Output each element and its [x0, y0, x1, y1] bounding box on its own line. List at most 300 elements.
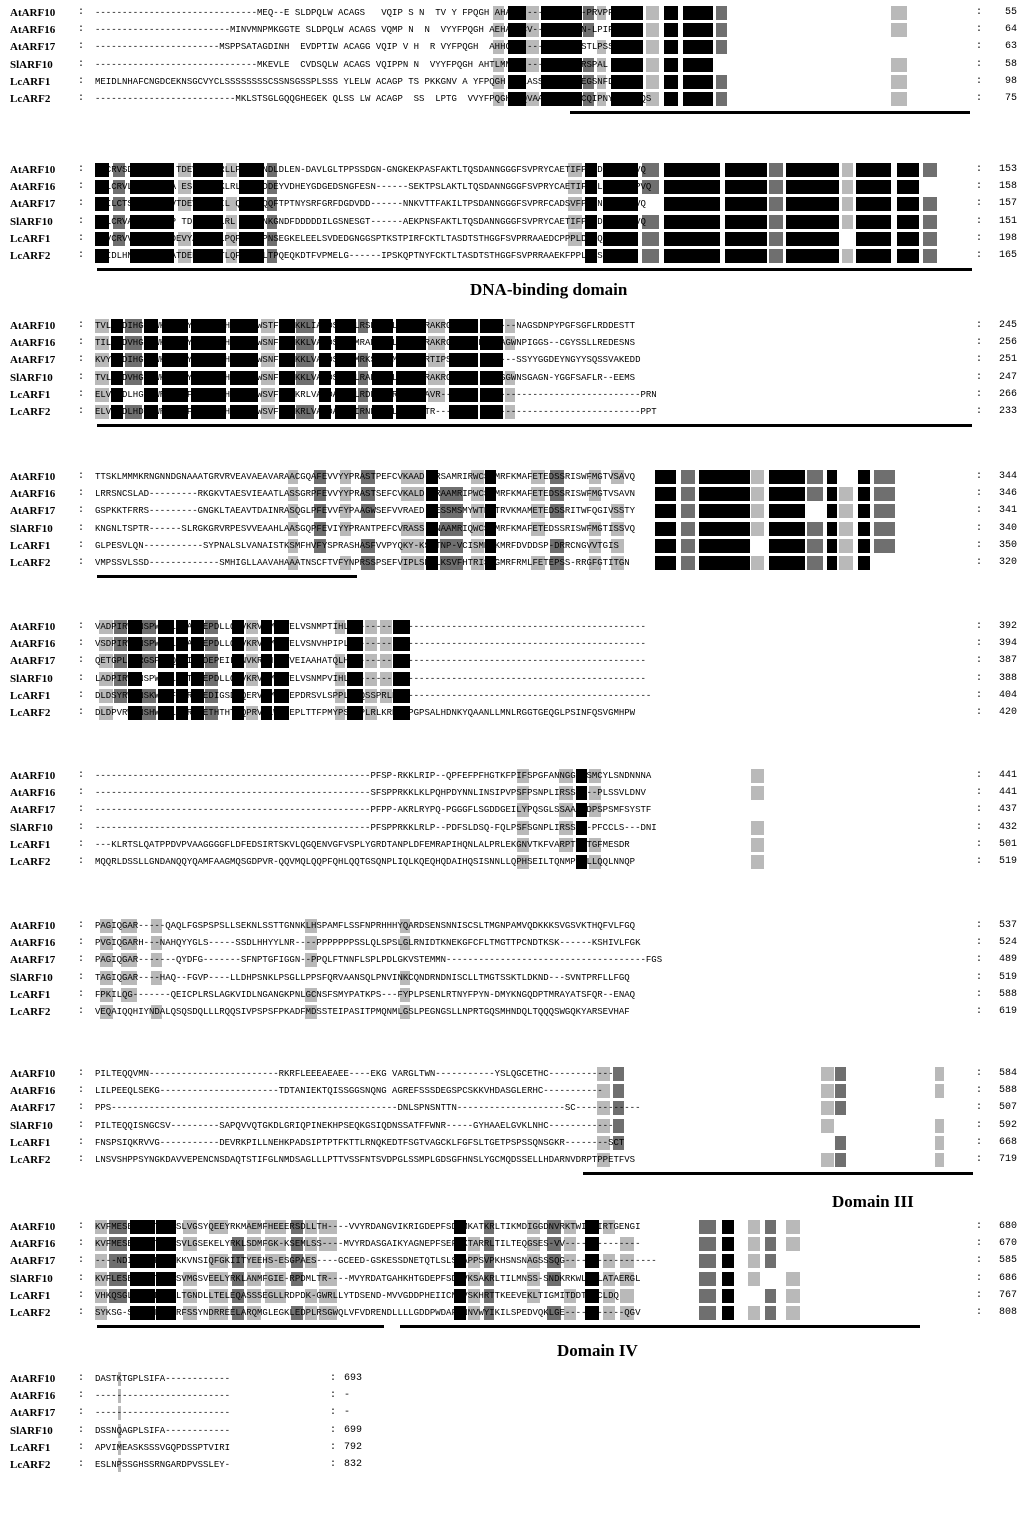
- sequence-name: SlARF10: [10, 1272, 53, 1285]
- conservation-shading: [683, 92, 713, 106]
- residue-text: TILAKDVHGDVWKFRHIYRGTPRRHLLTTGWSNFVNQKKLVAGDSIVFMRAENGDLCVGIRRAKRGGIGNGPEYSAGWNPIGGS--CGYSSLLREDESNS: [95, 338, 641, 349]
- conservation-shading: [646, 40, 658, 54]
- sequence-row: [0, 469, 1024, 485]
- residue-count: 719: [998, 1154, 1017, 1165]
- sequence-residues: [95, 162, 970, 178]
- conservation-shading: [699, 522, 750, 536]
- conservation-shading: [751, 504, 763, 518]
- conservation-shading: [611, 58, 643, 72]
- separator: :: [78, 164, 85, 175]
- conservation-shading: [681, 470, 695, 484]
- separator: :: [78, 215, 85, 227]
- alignment-block: [0, 162, 1024, 312]
- conservation-shading: [664, 215, 720, 229]
- separator: :: [976, 164, 983, 175]
- residue-text: -------------------------MINVMNPMKGGTE SLDPQLW ACAGS VQMP N N VYYFPQGH AEHAYDCV------DFGN-LPIPPM: [95, 25, 630, 36]
- separator: :: [78, 638, 85, 650]
- sequence-residues: [95, 179, 970, 195]
- residue-count: 584: [998, 1068, 1017, 1079]
- conservation-shading: [655, 504, 676, 518]
- sequence-row: [0, 91, 1024, 107]
- conservation-shading: [699, 1272, 717, 1286]
- separator: :: [976, 672, 983, 684]
- separator: :: [976, 93, 983, 104]
- conservation-shading: [613, 1084, 624, 1098]
- residue-text: KVFMESEDVGRTLDLSVLGSEKELYRKLSDMFGK-KSEMLSS----MVYRDASGAIKYAGNEPFSEFLKTARRLTILTEQGSES-VV--------------: [95, 1239, 646, 1250]
- separator: :: [976, 215, 983, 227]
- sequence-name: AtARF10: [10, 164, 56, 176]
- residue-text: -------------------------: [95, 1391, 236, 1402]
- sequence-row: [0, 1083, 1024, 1099]
- conservation-shading: [748, 1220, 760, 1234]
- alignment-block: [0, 1219, 1024, 1369]
- separator: :: [78, 505, 85, 517]
- sequence-row: [0, 196, 1024, 212]
- conservation-shading: [664, 23, 678, 37]
- separator: :: [330, 1373, 337, 1384]
- conservation-shading: [839, 504, 853, 518]
- conservation-shading: [722, 1254, 734, 1268]
- separator: :: [78, 821, 85, 833]
- conservation-shading: [722, 1220, 734, 1234]
- sequence-residues: [95, 318, 970, 334]
- residue-count: 256: [998, 337, 1017, 349]
- sequence-name: SlARF10: [10, 971, 53, 984]
- residue-text: PILTEQQVMN------------------------RKRFLEEEAEAEE----EKG VARGLTWN-----------YSLQGCETHC------------: [95, 1069, 619, 1079]
- sequence-residues: [95, 837, 970, 853]
- conservation-shading: [725, 180, 767, 194]
- residue-text: LRRSNCSLAD---------RKGKVTAESVIEAATLASSGRPFEVVYYPRASTSEFCVKALD-ARAAMRIPWCSGMRFKMAFETEDSSRISWFMGTVSAVN: [95, 489, 641, 500]
- residue-text: APVIMEASKSSSVGQPDSSPTVIRI: [95, 1442, 236, 1453]
- domain-underline: [97, 268, 972, 271]
- residue-count: 437: [998, 804, 1017, 816]
- sequence-name: LcARF1: [10, 838, 51, 851]
- sequence-row: [0, 179, 1024, 195]
- sequence-row: [0, 768, 1024, 784]
- sequence-name: AtARF17: [10, 198, 56, 211]
- conservation-shading: [751, 821, 763, 835]
- residue-text: MQQRLDSSLLGNDANQQYQAMFAAGMQSGDPVR-QQVMQLQQPFQHLQQTGSQNPLIQLKQEQHQDAIHQSISNNLLQPHSEILTQNMPRHLLQQLNNQP: [95, 857, 641, 867]
- conservation-shading: [935, 1067, 944, 1081]
- conservation-shading: [646, 6, 658, 20]
- separator: :: [976, 1102, 983, 1114]
- residue-count: 394: [998, 638, 1017, 650]
- sequence-residues: [95, 1236, 970, 1252]
- conservation-shading: [751, 855, 763, 869]
- residue-count: 55: [1004, 7, 1017, 18]
- conservation-shading: [664, 75, 678, 89]
- conservation-shading: [751, 487, 763, 501]
- separator: :: [976, 320, 983, 331]
- conservation-shading: [786, 249, 839, 263]
- residue-count: 699: [344, 1424, 363, 1436]
- separator: :: [78, 232, 85, 244]
- sequence-row: [0, 248, 1024, 264]
- residue-text: ---------------------------------------------------PFSPPRKKLRLP--PDFSLDSQ-FQLPSFSGNPLIRSSS--PFCCLS---DNI: [95, 822, 663, 833]
- sequence-name: AtARF16: [10, 787, 56, 800]
- sequence-residues: [95, 538, 970, 554]
- separator: :: [976, 707, 983, 718]
- sequence-residues: [95, 653, 970, 669]
- sequence-residues: [95, 370, 970, 386]
- sequence-name: LcARF1: [10, 539, 51, 552]
- conservation-shading: [807, 556, 823, 570]
- sequence-name: AtARF16: [10, 181, 56, 194]
- separator: :: [976, 856, 983, 867]
- domain-underline: [97, 424, 972, 427]
- conservation-shading: [664, 58, 678, 72]
- separator: :: [78, 371, 85, 383]
- conservation-shading: [751, 786, 763, 800]
- conservation-shading: [835, 1101, 846, 1115]
- sequence-name: AtARF16: [10, 337, 56, 350]
- separator: :: [78, 1068, 85, 1079]
- sequence-row: [0, 74, 1024, 90]
- separator: :: [78, 1373, 85, 1384]
- separator: :: [78, 488, 85, 500]
- conservation-shading: [769, 232, 783, 246]
- sequence-residues: [95, 22, 970, 38]
- conservation-shading: [835, 1067, 846, 1081]
- conservation-shading: [807, 539, 823, 553]
- conservation-shading: [664, 180, 720, 194]
- domain-underline: [400, 1325, 920, 1328]
- conservation-shading: [858, 487, 870, 501]
- separator: :: [976, 1085, 983, 1097]
- sequence-row: [0, 619, 1024, 635]
- conservation-shading: [664, 92, 678, 106]
- residue-text: DLDPVRWPNSHWRSLKVRWDETHTHTRQPRVSLWEIEPLTTFPMYPSLFPLRLKRPWHPGPSALHDNKYQAANLLMNLRGGTGEQGLPSINFQSVGMHPW: [95, 708, 641, 718]
- conservation-shading: [769, 556, 806, 570]
- sequence-name: SlARF10: [10, 1424, 53, 1437]
- conservation-shading: [664, 197, 720, 211]
- conservation-shading: [856, 197, 891, 211]
- residue-count: 233: [998, 406, 1017, 417]
- sequence-name: AtARF17: [10, 354, 56, 367]
- sequence-row: [0, 335, 1024, 351]
- residue-text: FNSPSIQKRVVG-----------DEVRKPILLNEHKPADSIPTPTFKTTLRNQKEDTFSGTVAGCKLFGFSLTGETPSPSSQNSGKR--------SCT: [95, 1137, 630, 1148]
- residue-count: 387: [998, 655, 1017, 667]
- conservation-shading: [935, 1084, 944, 1098]
- separator: :: [78, 539, 85, 551]
- conservation-shading: [769, 249, 783, 263]
- separator: :: [78, 971, 85, 983]
- separator: :: [78, 354, 85, 366]
- sequence-residues: [95, 1152, 970, 1168]
- conservation-shading: [821, 1119, 833, 1133]
- sequence-name: LcARF1: [10, 689, 51, 702]
- conservation-shading: [807, 470, 823, 484]
- residue-text: ESLNPSSGHSSRNGARDPVSSLEY-: [95, 1460, 236, 1470]
- separator: :: [78, 388, 85, 400]
- sequence-name: AtARF16: [10, 24, 56, 37]
- residue-count: 592: [998, 1119, 1017, 1131]
- residue-count: 251: [998, 354, 1017, 366]
- separator: :: [330, 1407, 337, 1419]
- sequence-row: [0, 1457, 1024, 1473]
- sequence-row: [0, 503, 1024, 519]
- conservation-shading: [748, 1306, 760, 1320]
- residue-text: TVLAKDIHGETWKFRHIYRGTPRRHLLTTGWSTFVNQKKLIAGDSIVFLRSESGDLCVGIRRAKRGGLGS--------NAGSDNPYPGFSGFLRDDESTT: [95, 321, 641, 331]
- conservation-shading: [821, 1084, 833, 1098]
- sequence-name: LcARF1: [10, 1441, 51, 1454]
- residue-text: FLVCRVVQLLAKN DEVYAQVTLLPQPELVGPNSEGKELEELSVDEDGNGGSPTKSTPIRFCKTLTASDTSTHGGFSVPRRAAEDCPPPLDYKQQRP Q: [95, 233, 636, 244]
- separator: :: [976, 181, 983, 193]
- conservation-shading: [683, 40, 713, 54]
- residue-count: 266: [998, 388, 1017, 400]
- sequence-residues: [95, 802, 970, 818]
- residue-count: 792: [344, 1441, 363, 1453]
- conservation-shading: [681, 556, 695, 570]
- sequence-row: [0, 935, 1024, 951]
- separator: :: [976, 971, 983, 983]
- alignment-block: [0, 318, 1024, 468]
- conservation-shading: [751, 556, 763, 570]
- sequence-residues: [95, 1118, 970, 1134]
- separator: :: [976, 1272, 983, 1284]
- conservation-shading: [725, 232, 767, 246]
- separator: :: [78, 41, 85, 53]
- residue-text: ELVAKDLHGNEWRFRHIFRGQPRRHLLTTGWSVFVSSKRLVAGDAVLFLRDNGELRLGIRRAVR-------------------------------------PRN: [95, 389, 663, 400]
- sequence-residues: [95, 57, 970, 73]
- separator: :: [976, 522, 983, 534]
- conservation-shading: [786, 1289, 800, 1303]
- sequence-residues: [95, 1457, 335, 1473]
- sequence-name: SlARF10: [10, 1119, 53, 1132]
- sequence-row: [0, 970, 1024, 986]
- sequence-name: AtARF10: [10, 471, 56, 483]
- conservation-shading: [699, 539, 750, 553]
- alignment-block: [0, 1066, 1024, 1216]
- separator: :: [976, 838, 983, 850]
- separator: :: [976, 804, 983, 816]
- sequence-row: [0, 5, 1024, 21]
- residue-count: 668: [998, 1136, 1017, 1148]
- separator: :: [976, 787, 983, 799]
- residue-text: PAGIQGAR-------QYDFG-------SFNPTGFIGGN--PPQLFTNNFLSPLPDLGKVSTEMMN-------------------------------------FGS: [95, 955, 668, 966]
- conservation-shading: [839, 556, 853, 570]
- alignment-block: [0, 1371, 1024, 1521]
- residue-count: 420: [998, 707, 1017, 718]
- sequence-name: AtARF10: [10, 770, 56, 782]
- sequence-residues: [95, 987, 970, 1003]
- sequence-residues: [95, 5, 970, 21]
- conservation-shading: [842, 163, 853, 177]
- conservation-shading: [835, 1153, 846, 1167]
- sequence-row: [0, 918, 1024, 934]
- conservation-shading: [646, 58, 658, 72]
- separator: :: [78, 1136, 85, 1148]
- separator: :: [78, 1289, 85, 1301]
- residue-text: VEQAIQQHIYNDALQSQSDQLLLRQQSIVPSPSFPKADFMDSSTEIPASITPMQNMLGSLPEGNGSLLNPRTGQSMHNDQLTQQQSWGQKYARSEVHAF: [95, 1007, 636, 1017]
- domain-underline: [583, 1172, 973, 1175]
- residue-text: VSDPIRWPNSPWRLLQVAWDEPDLLQNVKRVNPWLVELVSNVHPIPLT------------------------------------------------------: [95, 639, 652, 650]
- sequence-row: [0, 854, 1024, 870]
- sequence-name: LcARF2: [10, 250, 51, 262]
- residue-count: 404: [998, 689, 1017, 701]
- separator: :: [976, 954, 983, 966]
- residue-count: 489: [998, 954, 1017, 966]
- sequence-name: AtARF16: [10, 1085, 56, 1098]
- sequence-name: SlARF10: [10, 371, 53, 384]
- conservation-shading: [642, 249, 660, 263]
- sequence-name: LcARF2: [10, 1307, 51, 1319]
- sequence-name: SlARF10: [10, 522, 53, 535]
- conservation-shading: [891, 23, 907, 37]
- sequence-residues: [95, 935, 970, 951]
- sequence-residues: [95, 688, 970, 704]
- conservation-shading: [827, 556, 838, 570]
- separator: :: [78, 1441, 85, 1453]
- residue-count: 75: [1004, 93, 1017, 104]
- sequence-row: [0, 802, 1024, 818]
- sequence-residues: [95, 1288, 970, 1304]
- conservation-shading: [842, 215, 853, 229]
- sequence-residues: [95, 1135, 970, 1151]
- conservation-shading: [827, 522, 838, 536]
- conservation-shading: [699, 1220, 717, 1234]
- conservation-shading: [725, 249, 767, 263]
- residue-count: 432: [998, 821, 1017, 833]
- residue-text: KNGNLTSPTR------SLRGKGRVRPESVVEAAHLAASGQPFEVIYYPRANTPEFCVRASS-VNAAMRIQWCSGMRFKMAFETEDSSRISWFMGTISSVQ: [95, 523, 641, 534]
- separator: :: [78, 1407, 85, 1419]
- separator: :: [330, 1441, 337, 1453]
- conservation-shading: [716, 75, 727, 89]
- conservation-shading: [699, 470, 750, 484]
- separator: :: [78, 58, 85, 70]
- conservation-shading: [765, 1254, 776, 1268]
- sequence-name: LcARF2: [10, 707, 51, 719]
- sequence-name: AtARF17: [10, 954, 56, 967]
- separator: :: [976, 1006, 983, 1017]
- separator: :: [78, 689, 85, 701]
- conservation-shading: [786, 1272, 800, 1286]
- residue-text: I IDLHNVTMHADVATDEMYAQMTLQP----LTPQEQKDTFVPMELG------IPSKQPTNYFCKTLTASDTSTHGGFSVPRRAAEKFPPLDYSQQPPAQ: [95, 251, 641, 261]
- separator: :: [78, 655, 85, 667]
- conservation-shading: [935, 1136, 944, 1150]
- conservation-shading: [858, 556, 870, 570]
- separator: :: [78, 522, 85, 534]
- sequence-row: [0, 1100, 1024, 1116]
- separator: :: [78, 1102, 85, 1114]
- sequence-name: LcARF2: [10, 1459, 51, 1471]
- separator: :: [976, 539, 983, 551]
- residue-count: 392: [998, 621, 1017, 632]
- separator: :: [330, 1390, 337, 1402]
- separator: :: [976, 232, 983, 244]
- sequence-row: [0, 521, 1024, 537]
- separator: :: [78, 406, 85, 417]
- conservation-shading: [769, 215, 783, 229]
- conservation-shading: [769, 522, 806, 536]
- sequence-name: AtARF17: [10, 1102, 56, 1115]
- residue-text: KVFMESEDVGRTLDLSLVGSYQEEYRKMAEMFHEEERSDLLTH----VVYRDANGVIKRIGDEPFSDFMKATKRLTIKMDIGGDNVRKTWITGIRTGENGI: [95, 1222, 646, 1232]
- sequence-row: [0, 785, 1024, 801]
- separator: :: [976, 250, 983, 261]
- separator: :: [78, 1390, 85, 1402]
- residue-count: 519: [998, 971, 1017, 983]
- separator: :: [78, 320, 85, 331]
- sequence-residues: [95, 1305, 970, 1321]
- separator: :: [330, 1459, 337, 1470]
- sequence-residues: [95, 636, 970, 652]
- sequence-row: [0, 404, 1024, 420]
- conservation-shading: [874, 504, 895, 518]
- sequence-residues: [95, 970, 970, 986]
- separator: :: [976, 24, 983, 36]
- conservation-shading: [842, 249, 853, 263]
- sequence-name: SlARF10: [10, 58, 53, 71]
- residue-text: KVFLESEDVGRTLDLSVMGSVEELYRKLANMFGIE-RPDMLTR----MVYRDATGAHKHTGDEPFSDFVKSAKRLTILMNSS-SNDKRKWLTGLATAERGL: [95, 1273, 646, 1284]
- sequence-residues: [95, 671, 970, 687]
- residue-count: 767: [998, 1289, 1017, 1301]
- sequence-row: [0, 705, 1024, 721]
- conservation-shading: [891, 75, 907, 89]
- separator: :: [976, 1289, 983, 1301]
- sequence-row: [0, 987, 1024, 1003]
- sequence-residues: [95, 248, 970, 264]
- domain-label: Domain III: [832, 1192, 914, 1211]
- residue-count: 58: [1004, 58, 1017, 70]
- separator: :: [78, 856, 85, 867]
- separator: :: [78, 770, 85, 781]
- sequence-name: LcARF2: [10, 406, 51, 418]
- separator: :: [976, 770, 983, 781]
- conservation-shading: [769, 197, 783, 211]
- sequence-name: AtARF16: [10, 488, 56, 501]
- conservation-shading: [751, 769, 763, 783]
- residue-count: 686: [998, 1272, 1017, 1284]
- separator: :: [976, 371, 983, 383]
- conservation-shading: [716, 23, 727, 37]
- conservation-shading: [897, 249, 920, 263]
- sequence-row: [0, 555, 1024, 571]
- separator: :: [976, 1136, 983, 1148]
- separator: :: [78, 804, 85, 816]
- separator: :: [78, 988, 85, 1000]
- conservation-shading: [923, 232, 937, 246]
- conservation-shading: [856, 215, 891, 229]
- conservation-shading: [722, 1306, 734, 1320]
- residue-count: 198: [998, 232, 1017, 244]
- separator: :: [976, 1154, 983, 1165]
- sequence-residues: [95, 705, 970, 721]
- conservation-shading: [786, 180, 839, 194]
- separator: :: [78, 93, 85, 104]
- conservation-shading: [725, 215, 767, 229]
- residue-text: ---KLRTSLQATPPDVPVAAGGGGFLDFEDSIRTSKVLQGQENVGFVSPLYGRDTANPLDFEMRAPIHQNLALPRLEKGNVTKFVARPTTYTGFMESDR: [95, 839, 636, 850]
- conservation-shading: [765, 1237, 776, 1251]
- separator: :: [976, 1255, 983, 1267]
- residue-text: TAGIQGAR----HAQ--FGVP----LLDHPSNKLPSGLLPPSFQRVAANSQLPNVINKCQNDRNDNISCLLTMGTSSKTLDKND---SVNTPRFLLFGQ: [95, 972, 636, 983]
- residue-text: LILPEEQLSEKG----------------------TDTANIEKTQISSGGSNQNG AGREFSSSDEGSPCSKKVHDASGLERHC-----------: [95, 1086, 609, 1097]
- sequence-row: [0, 1388, 1024, 1404]
- conservation-shading: [856, 232, 891, 246]
- conservation-shading: [751, 522, 763, 536]
- residue-text: LNSVSHPPSYNGKDAVVEPENCNSDAQTSTIFGLNMDSAGLLLPTTVSSFNTSVDPGLSSMPLGDSGFHNSLYGCMQDSSELLHDARNVDRPTPPETFVS: [95, 1155, 641, 1165]
- residue-text: --------------------------MKLSTSGLGQQGHEGEK QLSS LW ACAGP SS LPTG VVYFPQGHS QVAASTNKEVDCQIPNYPSLPPQS: [95, 94, 657, 104]
- sequence-residues: [95, 768, 970, 784]
- conservation-shading: [897, 232, 920, 246]
- sequence-name: AtARF17: [10, 804, 56, 817]
- conservation-shading: [858, 522, 870, 536]
- domain-label: Domain IV: [557, 1341, 638, 1360]
- alignment-block: [0, 918, 1024, 1068]
- sequence-residues: [95, 74, 970, 90]
- sequence-residues: [95, 231, 970, 247]
- residue-text: VMPSSVLSSD-------------SMHIGLLAAVAHAAATNSCFTVFYNPRSSPSEFVIPLSKYLKSVFHTRISVGMRFRMLFETEPSS-RRGFGTITGN: [95, 558, 636, 568]
- separator: :: [78, 1006, 85, 1017]
